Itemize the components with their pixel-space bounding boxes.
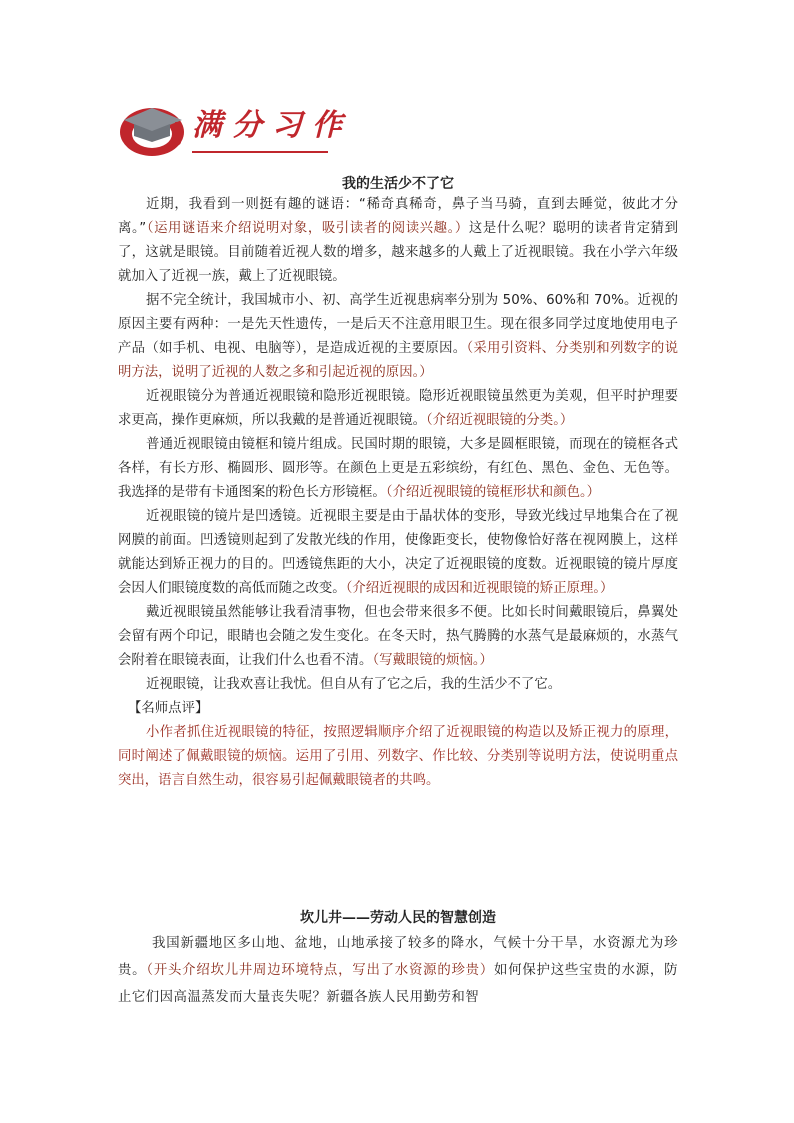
graduation-cap-icon xyxy=(118,96,192,162)
logo-text: 满分习作 xyxy=(192,108,352,143)
annotation-note: （运用谜语来介绍说明对象，吸引读者的阅读兴趣。） xyxy=(146,221,469,236)
paragraph-text: 近期，我看到一则挺有趣的谜语：“稀奇真稀奇，鼻子当马骑，直到去睡觉，彼此才分离。” xyxy=(118,197,678,236)
review-heading: 【名师点评】 xyxy=(128,701,209,716)
annotation-note: （介绍近视眼镜的分类。） xyxy=(425,413,574,428)
review-text: 小作者抓住近视眼镜的特征，按照逻辑顺序介绍了近视眼镜的构造以及矫正视力的原理，同时阐述了佩戴眼镜的烦恼。运用了引用、列数字、作比较、分类别等说明方法，使说明重点突出，语言自然生动，很容易引起佩戴眼镜者的共鸣。 xyxy=(118,725,678,788)
paragraph xyxy=(118,505,678,601)
essay2-title: 坎儿井——劳动人民的智慧创造 xyxy=(300,910,496,926)
essay1-body xyxy=(118,193,678,793)
paragraph xyxy=(118,673,678,697)
essay1-paragraphs xyxy=(118,193,678,697)
paragraph xyxy=(118,433,678,505)
paragraph xyxy=(118,930,678,1011)
paragraph xyxy=(118,289,678,385)
annotation-note: （介绍近视眼镜的镜框形状和颜色。） xyxy=(385,485,601,500)
paragraph-text: 近视眼镜，让我欢喜让我忧。但自从有了它之后，我的生活少不了它。 xyxy=(146,677,562,692)
paragraph xyxy=(118,385,678,433)
paragraph-text: 普通近视眼镜由镜框和镜片组成。民国时期的眼镜，大多是圆框眼镜，而现在的镜框各式各样，有长方形、椭圆形、圆形等。在颜色上更是五彩缤纷，有红色、黑色、金色、无色等。我选择的是带有卡通图案的粉色长方形镜框。 xyxy=(118,437,678,500)
logo xyxy=(118,96,352,162)
paragraph xyxy=(118,193,678,289)
paragraph xyxy=(118,601,678,673)
logo-underline xyxy=(192,151,328,153)
paragraph-text: 据不完全统计，我国城市小、初、高学生近视患病率分别为 50%、60%和 70%。近视的原因主要有两种：一是先天性遗传，一是后天不注意用眼卫生。现在很多同学过度地使用电子产品（如手机、电视、电脑等），是造成近视的主要原因。 xyxy=(118,293,678,356)
annotation-note: （介绍近视眼的成因和近视眼镜的矫正原理。） xyxy=(345,581,614,596)
essay1-title: 我的生活少不了它 xyxy=(342,176,454,192)
paragraph-text: 这是什么呢？聪明的读者肯定猜到了，这就是眼镜。目前随着近视人数的增多，越来越多的人戴上了近视眼镜。我在小学六年级就加入了近视一族，戴上了近视眼镜。 xyxy=(118,221,678,284)
annotation-note: （开头介绍坎儿井周边环境特点，写出了水资源的珍贵） xyxy=(146,963,495,978)
annotation-note: （写戴眼镜的烦恼。） xyxy=(372,653,493,668)
essay2-body xyxy=(118,930,678,1011)
paragraph-text: 如何保护这些宝贵的水源，防止它们因高温蒸发而大量丧失呢？新疆各族人民用勤劳和智 xyxy=(118,963,678,1005)
paragraph-text: 近视眼镜分为普通近视眼镜和隐形近视眼镜。隐形近视眼镜虽然更为美观，但平时护理要求更高，操作更麻烦，所以我戴的是普通近视眼镜。 xyxy=(118,389,678,428)
paragraph-text: 我国新疆地区多山地、盆地，山地承接了较多的降水，气候十分干旱，水资源尤为珍贵。 xyxy=(118,936,678,978)
annotation-note: （采用引资料、分类别和列数字的说明方法，说明了近视的人数之多和引起近视的原因。） xyxy=(118,341,678,380)
paragraph-text: 戴近视眼镜虽然能够让我看清事物，但也会带来很多不便。比如长时间戴眼镜后，鼻翼处会留有两个印记，眼睛也会随之发生变化。在冬天时，热气腾腾的水蒸气是最麻烦的，水蒸气会附着在眼镜表面，让我们什么也看不清。 xyxy=(118,605,678,668)
paragraph-text: 近视眼镜的镜片是凹透镜。近视眼主要是由于晶状体的变形，导致光线过早地集合在了视网膜的前面。凹透镜则起到了发散光线的作用，使像距变长，使物像恰好落在视网膜上，这样就能达到矫正视力的目的。凹透镜焦距的大小，决定了近视眼镜的度数。近视眼镜的镜片厚度会因人们眼镜度数的高低而随之改变。 xyxy=(118,509,678,596)
